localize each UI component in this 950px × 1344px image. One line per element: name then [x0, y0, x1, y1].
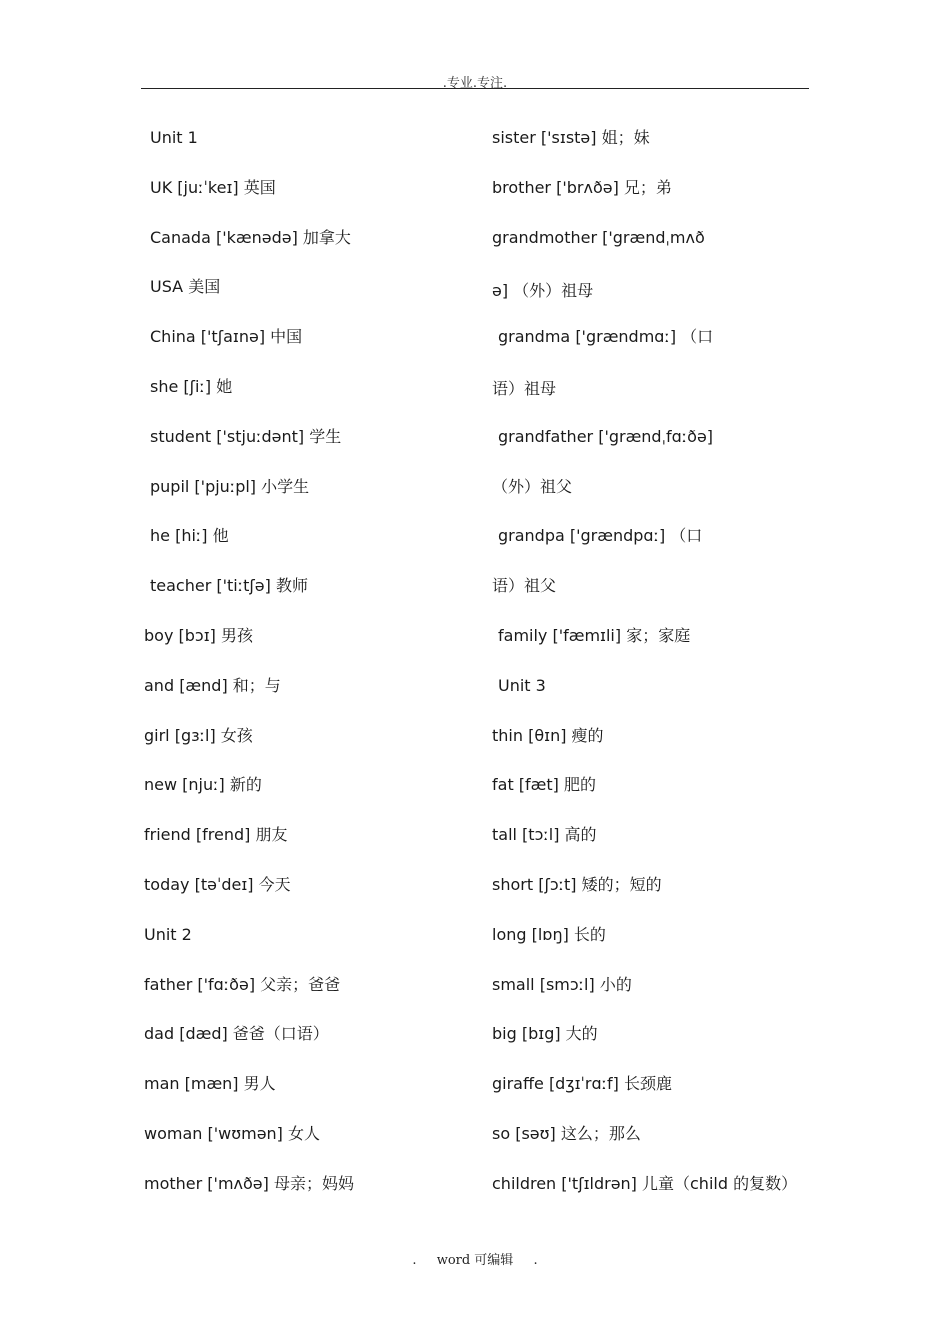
vocab-right-entry: thin [θɪn] 瘦的 — [492, 725, 604, 745]
vocab-left-entry: China ['tʃaɪnə] 中国 — [150, 327, 303, 347]
vocab-right-entry: grandfather ['grændˌfɑːðə] — [498, 426, 714, 446]
vocab-right-entry: （外）祖父 — [492, 476, 573, 496]
vocab-left-entry: teacher ['tiːtʃə] 教师 — [150, 576, 308, 596]
vocab-left-entry: Unit 2 — [144, 924, 192, 944]
vocab-left-entry: UK [juːˈkeɪ] 英国 — [150, 177, 276, 197]
vocab-left-entry: dad [dæd] 爸爸（口语） — [144, 1024, 329, 1044]
vocab-right-entry: fat [fæt] 肥的 — [492, 775, 596, 795]
vocab-right-entry: so [səʊ] 这么；那么 — [492, 1124, 641, 1143]
vocab-right-entry: 语）祖父 — [492, 576, 557, 596]
vocab-right-entry: grandma ['grændmɑː] （口 — [498, 327, 714, 347]
header-rule — [141, 88, 809, 89]
vocab-left-entry: and [ænd] 和；与 — [144, 675, 281, 695]
vocab-right-entry: big [bɪg] 大的 — [492, 1024, 598, 1044]
vocab-left-entry: she [ʃiː] 她 — [150, 377, 233, 396]
vocab-left-entry: Canada ['kænədə] 加拿大 — [150, 227, 351, 247]
vocab-left-entry: new [njuː] 新的 — [144, 775, 262, 795]
vocab-right-entry: long [lɒŋ] 长的 — [492, 924, 606, 944]
vocab-right-entry: family ['fæmɪli] 家；家庭 — [498, 626, 691, 645]
vocab-right-entry: sister ['sɪstə] 姐；妹 — [492, 128, 650, 147]
vocab-left-entry: boy [bɔɪ] 男孩 — [144, 626, 253, 645]
vocab-right-entry: tall [tɔːl] 高的 — [492, 825, 597, 845]
vocab-left-entry: USA 美国 — [150, 277, 221, 297]
vocab-right-entry: Unit 3 — [498, 675, 546, 695]
vocab-left-entry: Unit 1 — [150, 128, 198, 147]
vocab-left-entry: girl [gɜːl] 女孩 — [144, 725, 253, 745]
page-footer — [0, 1249, 950, 1268]
vocab-left-entry: friend [frend] 朋友 — [144, 825, 288, 845]
vocab-right-entry: short [ʃɔːt] 矮的；短的 — [492, 875, 662, 894]
vocab-right-entry: grandmother ['grændˌmʌð — [492, 227, 705, 247]
vocab-left-entry: mother ['mʌðə] 母亲；妈妈 — [144, 1173, 354, 1193]
vocab-left-entry: pupil ['pjuːpl] 小学生 — [150, 476, 310, 496]
vocab-right-entry: children ['tʃɪldrən] 儿童（child 的复数） — [492, 1173, 798, 1193]
vocab-right-entry: small [smɔːl] 小的 — [492, 974, 632, 994]
vocab-left-entry: student ['stjuːdənt] 学生 — [150, 426, 342, 446]
vocab-left-entry: today [təˈdeɪ] 今天 — [144, 875, 291, 894]
vocab-right-entry: ə] （外）祖母 — [492, 281, 594, 301]
vocab-left-entry: he [hiː] 他 — [150, 526, 229, 546]
footer-dot-left: . — [412, 1253, 417, 1268]
vocab-right-entry: 语）祖母 — [492, 379, 557, 398]
vocab-left-entry: man [mæn] 男人 — [144, 1074, 276, 1094]
page-header: .专业.专注. — [442, 76, 508, 91]
vocab-left-entry: woman ['wʊmən] 女人 — [144, 1124, 321, 1143]
vocab-right-entry: giraffe [dʒɪˈrɑːf] 长颈鹿 — [492, 1074, 673, 1094]
vocab-left-entry: father ['fɑːðə] 父亲；爸爸 — [144, 974, 341, 994]
vocab-right-entry: brother ['brʌðə] 兄；弟 — [492, 177, 672, 197]
footer-dot-right: . — [533, 1253, 538, 1268]
vocab-right-entry: grandpa ['grændpɑː] （口 — [498, 526, 703, 546]
footer-label: word 可编辑 — [436, 1253, 514, 1268]
